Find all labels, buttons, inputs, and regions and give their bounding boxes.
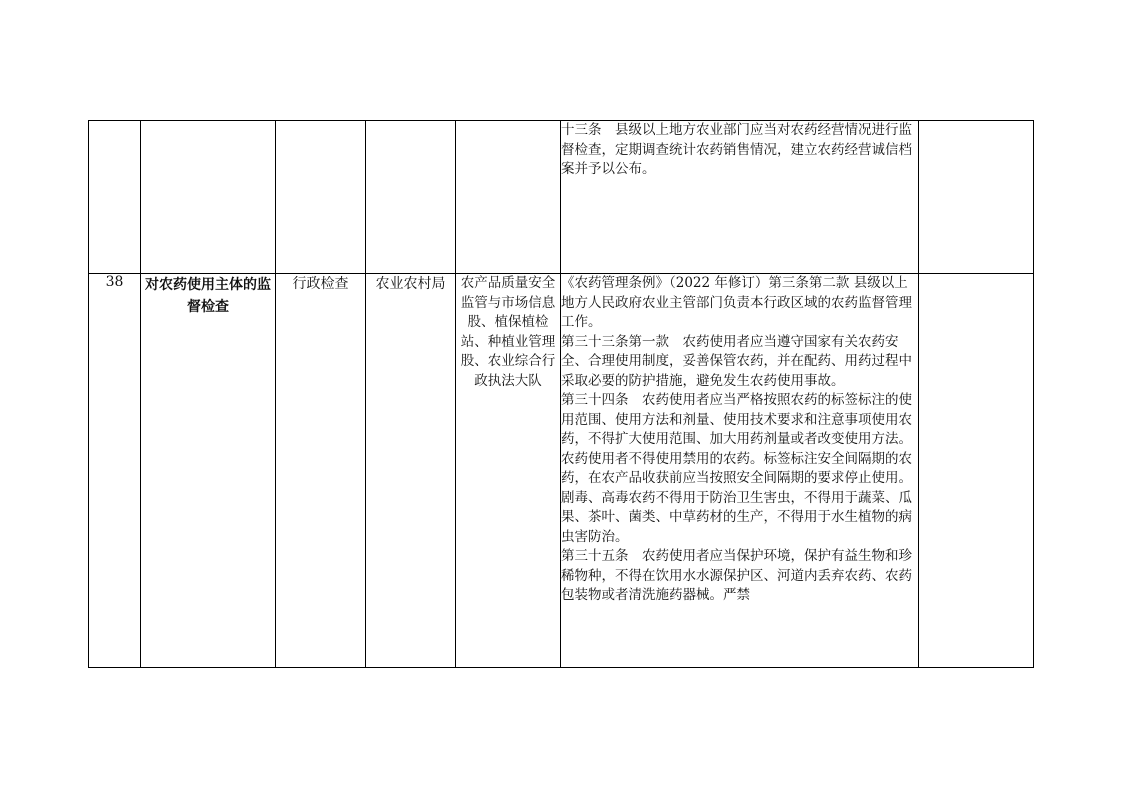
department bbox=[366, 121, 456, 274]
item-name bbox=[141, 121, 276, 274]
item-name: 对农药使用主体的监督检查 bbox=[141, 274, 276, 668]
responsible-unit: 农产品质量安全监管与市场信息股、植保植检站、种植业管理股、农业综合行政执法大队 bbox=[456, 274, 561, 668]
row-number: 38 bbox=[89, 274, 141, 668]
remark bbox=[919, 121, 1034, 274]
legal-basis bbox=[561, 121, 919, 274]
remark bbox=[919, 274, 1034, 668]
department: 农业农村局 bbox=[366, 274, 456, 668]
table-row bbox=[89, 121, 1034, 274]
basis-paragraph: 十三条 县级以上地方农业部门应当对农药经营情况进行监督检查，定期调查统计农药销售情况，建立农药经营诚信档案并予以公布。 bbox=[561, 122, 912, 177]
basis-paragraph: 《农药管理条例》（2022 年修订）第三条第二款 县级以上地方人民政府农业主管部门负责本行政区域的农药监督管理工作。 bbox=[561, 275, 912, 330]
responsible-unit bbox=[456, 121, 561, 274]
item-type bbox=[276, 121, 366, 274]
item-type: 行政检查 bbox=[276, 274, 366, 668]
row-number bbox=[89, 121, 141, 274]
basis-paragraph: 第三十三条第一款 农药使用者应当遵守国家有关农药安全、合理使用制度，妥善保管农药，并在配药、用药过程中采取必要的防护措施，避免发生农药使用事故。 bbox=[561, 333, 912, 389]
regulation-table bbox=[88, 120, 1034, 668]
basis-paragraph: 第三十五条 农药使用者应当保护环境，保护有益生物和珍稀物种，不得在饮用水水源保护区、河道内丢弃农药、农药包装物或者清洗施药器械。严禁 bbox=[561, 548, 912, 603]
legal-basis bbox=[561, 274, 919, 668]
table-row bbox=[89, 274, 1034, 668]
basis-paragraph: 第三十四条 农药使用者应当严格按照农药的标签标注的使用范围、使用方法和剂量、使用技术要求和注意事项使用农药，不得扩大使用范围、加大用药剂量或者改变使用方法。农药使用者不得使用禁用的农药。标签标注安全间隔期的农药，在农产品收获前应当按照安全间隔期的要求停止使用。剧毒、高毒农药不得用于防治卫生害虫，不得用于蔬菜、瓜果、茶叶、菌类、中草药材的生产，不得用于水生植物的病虫害防治。 bbox=[561, 392, 912, 545]
